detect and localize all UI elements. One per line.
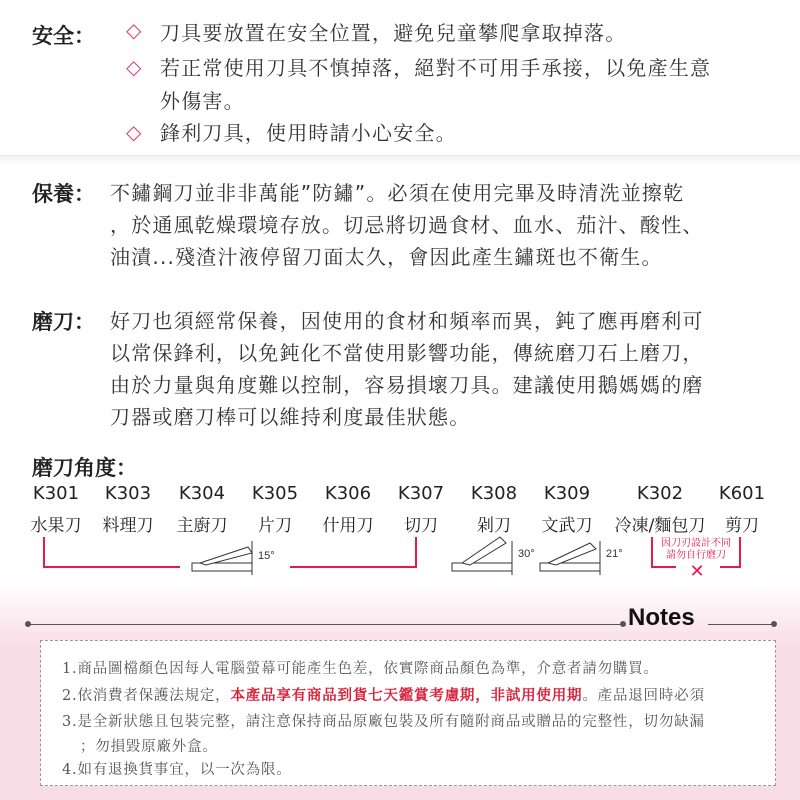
knife-name: 剁刀 [477,516,511,536]
notes-dot-left [25,621,31,627]
knife-name: 水果刀 [30,516,82,536]
knife-code: K306 [324,483,372,504]
angle-diagram [0,535,800,585]
knife-code: K301 [32,483,80,504]
safety-item-2-line-2: 外傷害。 [160,89,245,113]
note-item-3-cont: ；勿損毀原廠外盒。 [80,739,218,755]
knife-name: 冷凍/麵包刀 [614,516,706,536]
warn-line-2: 請勿自行磨刀 [666,550,726,561]
notes-dot-right [771,621,777,627]
note-item-1: 1.商品圖檔顏色因每人電腦螢幕可能產生色差，依實際商品顏色為準，介意者請勿購買。 [62,661,659,677]
maintenance-line-2: ，於通風乾燥環境存放。切忌將切過食材、血水、茄汁、酸性、 [110,213,704,237]
knife-name: 什用刀 [322,516,374,536]
notes-dot-mid [620,621,626,627]
sharpening-line-3: 由於力量與角度難以控制，容易損壞刀具。建議使用鵝媽媽的磨 [110,373,704,397]
knife-code: K309 [543,483,591,504]
note-item-2: 2.依消費者保護法規定，本產品享有商品到貨七天鑑賞考慮期，非試用使用期。產品退回時必須 [62,687,705,704]
notes-rule-right [708,624,774,625]
sharpening-line-2: 以常保鋒利，以免鈍化不當使用影響功能，傳統磨刀石上磨刀， [110,341,704,365]
notes-title: Notes [628,604,695,631]
knife-code: K304 [178,483,226,504]
note-item-4: 4.如有退換貨事宜，以一次為限。 [62,762,292,778]
safety-label: 安全： [32,24,95,48]
knife-code: K307 [397,483,445,504]
knife-code: K601 [718,483,766,504]
sharpen-30-diagram [452,537,512,575]
notes-rule-left [28,624,622,625]
knife-name: 主廚刀 [176,516,228,536]
angle-15-label: 15° [258,550,275,562]
warn-x-icon: ✕ [689,561,705,582]
sharpen-21-diagram [540,541,600,575]
warn-line-1: 因刀刃設計不同 [661,538,731,549]
knife-code: K303 [104,483,152,504]
maintenance-line-1: 不鏽鋼刀並非非萬能”防鏽”。必須在使用完畢及時清洗並擦乾 [110,181,685,205]
diamond-icon: ◇ [126,55,142,79]
diamond-icon: ◇ [126,18,142,42]
knife-name: 料理刀 [102,516,154,536]
safety-item-2-line-1: 若正常使用刀具不慎掉落，絕對不可用手承接，以免產生意 [160,56,712,80]
knife-code: K308 [470,483,518,504]
sharpening-line-4: 刀器或磨刀棒可以維持利度最佳狀態。 [110,405,471,429]
note-item-3: 3.是全新狀態且包裝完整，請注意保持商品原廠包裝及所有隨附商品或贈品的完整性，切勿缺漏 [62,714,705,730]
maintenance-line-3: 油漬...殘渣汁液停留刀面太久，會因此產生鏽斑也不衛生。 [110,245,663,269]
knife-name: 片刀 [258,516,292,536]
sharpening-line-1: 好刀也須經常保養，因使用的食材和頻率而異，鈍了應再磨利可 [110,309,704,333]
safety-item-3: 鋒利刀具，使用時請小心安全。 [160,121,457,145]
angle-30-label: 30° [518,548,535,560]
safety-item-1: 刀具要放置在安全位置，避免兒童攀爬拿取掉落。 [160,21,627,45]
knife-name: 切刀 [404,516,438,536]
diamond-icon: ◇ [126,120,142,144]
knife-code: K305 [251,483,299,504]
angles-label: 磨刀角度： [32,456,137,480]
angle-21-label: 21° [606,548,623,560]
section-divider [0,155,800,164]
knife-name: 文武刀 [541,516,593,536]
maintenance-label: 保養： [32,182,95,206]
knife-code: K302 [636,483,684,504]
sharpen-15-diagram [192,541,252,575]
sharpening-label: 磨刀： [32,310,95,334]
knife-name: 剪刀 [725,516,759,536]
